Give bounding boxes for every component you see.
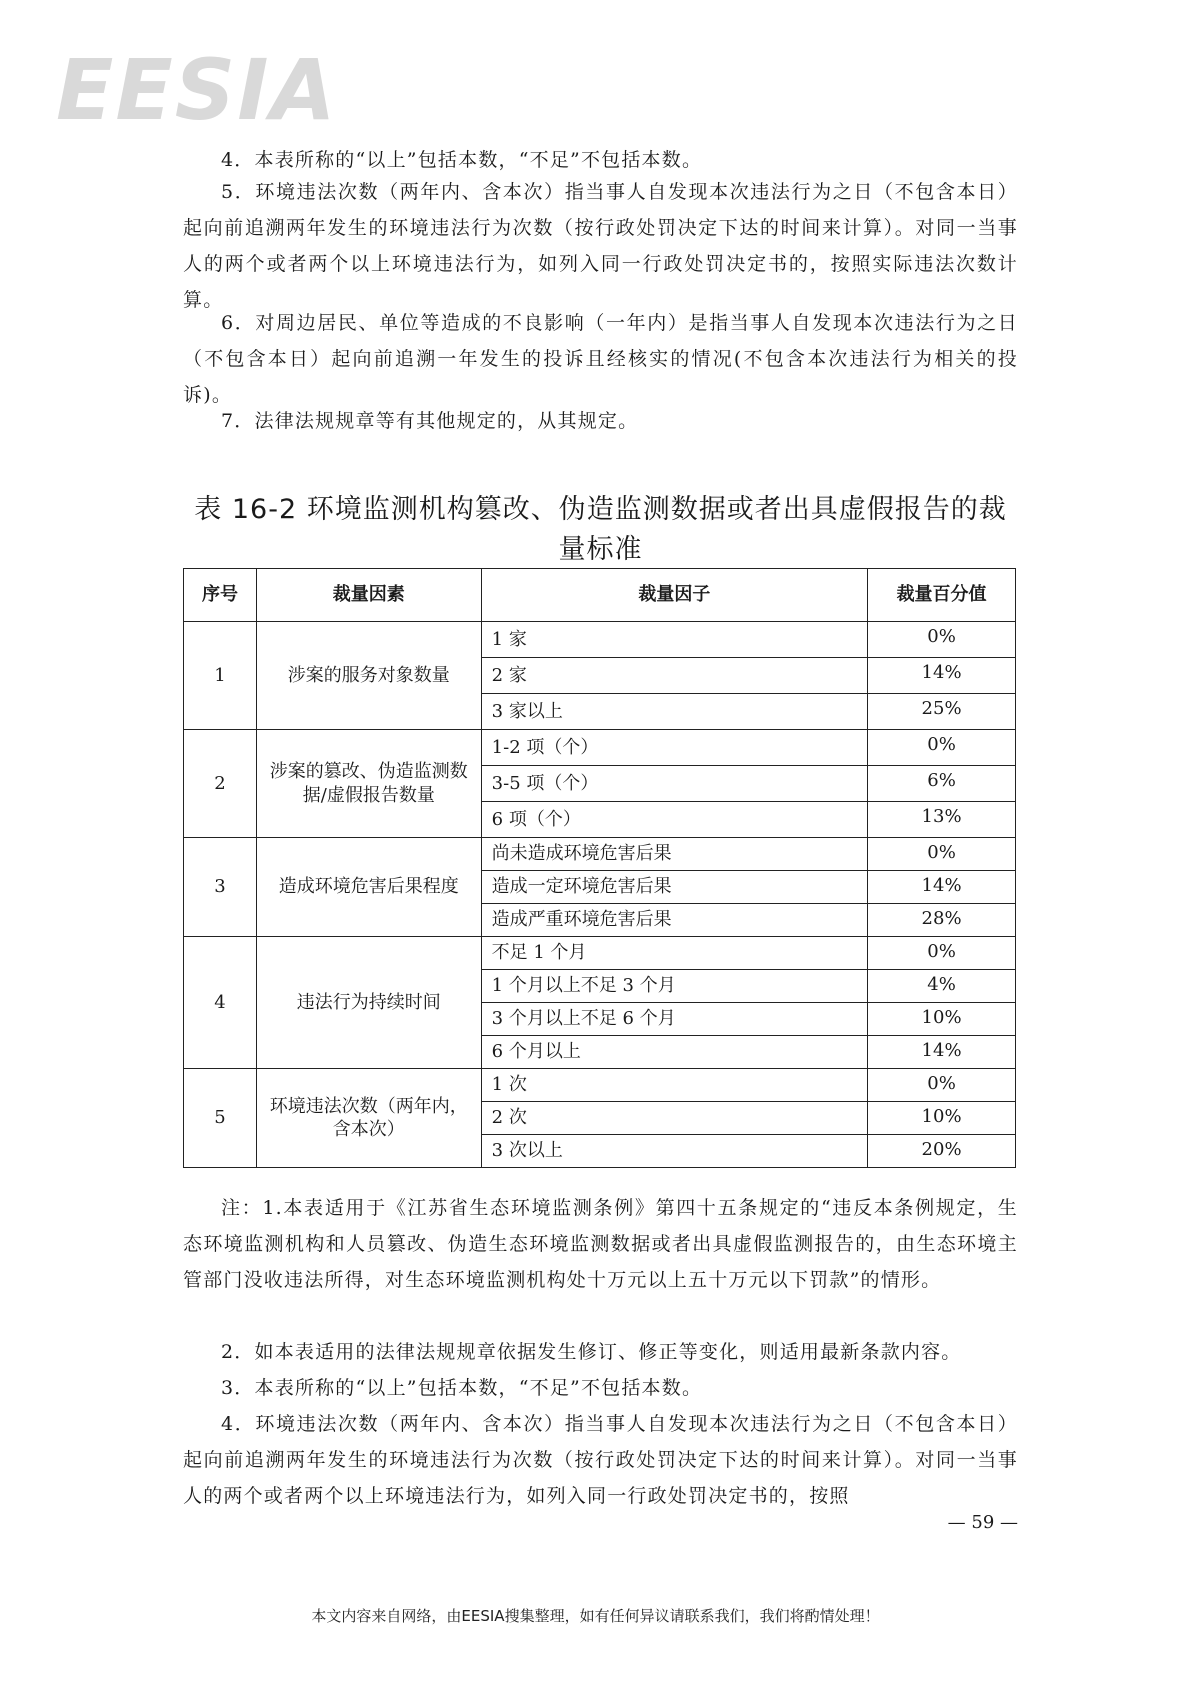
- row-item: 2 次: [481, 1102, 867, 1135]
- row-item: 不足 1 个月: [481, 937, 867, 970]
- row-no: 3: [184, 838, 257, 937]
- row-no: 4: [184, 937, 257, 1069]
- row-item: 1 家: [481, 622, 867, 658]
- row-item: 3 家以上: [481, 694, 867, 730]
- source-disclaimer: 本文内容来自网络，由EESIA搜集整理，如有任何异议请联系我们，我们将酌情处理！: [311, 1607, 880, 1625]
- row-factor: 涉案的服务对象数量: [256, 622, 481, 730]
- note-4-bottom: 4．环境违法次数（两年内、含本次）指当事人自发现本次违法行为之日（不包含本日）起向前追溯两年发生的环境违法行为次数（按行政处罚决定下达的时间来计算）。对同一当事人的两个或者两个以上环境违法行为，如列入同一行政处罚决定书的，按照: [183, 1413, 1018, 1507]
- row-pct: 10%: [868, 1102, 1016, 1135]
- row-pct: 20%: [868, 1135, 1016, 1168]
- row-item: 1-2 项（个）: [481, 730, 867, 766]
- row-factor: 违法行为持续时间: [256, 937, 481, 1069]
- row-item: 2 家: [481, 658, 867, 694]
- header-factor: 裁量因素: [256, 569, 481, 622]
- row-pct: 0%: [868, 622, 1016, 658]
- note-1-bottom: 注：1.本表适用于《江苏省生态环境监测条例》第四十五条规定的“违反本条例规定，生态环境监测机构和人员篡改、伪造生态环境监测数据或者出具虚假监测报告的，由生态环境主管部门没收违法所得，对生态环境监测机构处十万元以上五十万元以下罚款”的情形。: [183, 1197, 1018, 1291]
- note-4-top: 4．本表所称的“以上”包括本数，“不足”不包括本数。: [221, 149, 703, 171]
- row-item: 尚未造成环境危害后果: [481, 838, 867, 871]
- row-item: 1 个月以上不足 3 个月: [481, 970, 867, 1003]
- row-pct: 0%: [868, 1069, 1016, 1102]
- row-no: 1: [184, 622, 257, 730]
- table-row: [184, 1069, 1016, 1102]
- discretion-table: [183, 568, 1016, 1168]
- row-pct: 10%: [868, 1003, 1016, 1036]
- eesia-logo: EESIA: [56, 41, 338, 139]
- row-item: 3-5 项（个）: [481, 766, 867, 802]
- note-3-bottom: 3．本表所称的“以上”包括本数，“不足”不包括本数。: [221, 1377, 703, 1399]
- note-6-top: 6．对周边居民、单位等造成的不良影响（一年内）是指当事人自发现本次违法行为之日（不包含本日）起向前追溯一年发生的投诉且经核实的情况(不包含本次违法行为相关的投诉)。: [183, 312, 1018, 406]
- row-pct: 14%: [868, 1036, 1016, 1069]
- row-pct: 6%: [868, 766, 1016, 802]
- row-pct: 25%: [868, 694, 1016, 730]
- table-row: [184, 730, 1016, 766]
- row-item: 1 次: [481, 1069, 867, 1102]
- row-pct: 13%: [868, 802, 1016, 838]
- row-no: 2: [184, 730, 257, 838]
- row-item: 6 个月以上: [481, 1036, 867, 1069]
- row-pct: 28%: [868, 904, 1016, 937]
- table-row: [184, 937, 1016, 970]
- header-no: 序号: [184, 569, 257, 622]
- row-pct: 0%: [868, 730, 1016, 766]
- table-row: [184, 622, 1016, 658]
- page-number: — 59 —: [947, 1512, 1018, 1533]
- header-pct: 裁量百分值: [868, 569, 1016, 622]
- note-7-top: 7．法律法规规章等有其他规定的，从其规定。: [221, 410, 639, 432]
- row-item: 造成一定环境危害后果: [481, 871, 867, 904]
- row-pct: 14%: [868, 658, 1016, 694]
- note-2-bottom: 2．如本表适用的法律法规规章依据发生修订、修正等变化，则适用最新条款内容。: [221, 1341, 962, 1363]
- row-item: 3 个月以上不足 6 个月: [481, 1003, 867, 1036]
- row-pct: 14%: [868, 871, 1016, 904]
- row-item: 造成严重环境危害后果: [481, 904, 867, 937]
- row-no: 5: [184, 1069, 257, 1168]
- row-factor: 涉案的篡改、伪造监测数据/虚假报告数量: [256, 730, 481, 838]
- row-pct: 4%: [868, 970, 1016, 1003]
- note-5-top: 5．环境违法次数（两年内、含本次）指当事人自发现本次违法行为之日（不包含本日）起向前追溯两年发生的环境违法行为次数（按行政处罚决定下达的时间来计算）。对同一当事人的两个或者两个以上环境违法行为，如列入同一行政处罚决定书的，按照实际违法次数计算。: [183, 181, 1018, 311]
- table-header-row: [184, 569, 1016, 622]
- row-factor: 环境违法次数（两年内，含本次）: [256, 1069, 481, 1168]
- table-title: 表 16-2 环境监测机构篡改、伪造监测数据或者出具虚假报告的裁量标准: [194, 494, 1007, 565]
- row-pct: 0%: [868, 838, 1016, 871]
- row-item: 3 次以上: [481, 1135, 867, 1168]
- row-pct: 0%: [868, 937, 1016, 970]
- table-row: [184, 838, 1016, 871]
- row-factor: 造成环境危害后果程度: [256, 838, 481, 937]
- header-item: 裁量因子: [481, 569, 867, 622]
- row-item: 6 项（个）: [481, 802, 867, 838]
